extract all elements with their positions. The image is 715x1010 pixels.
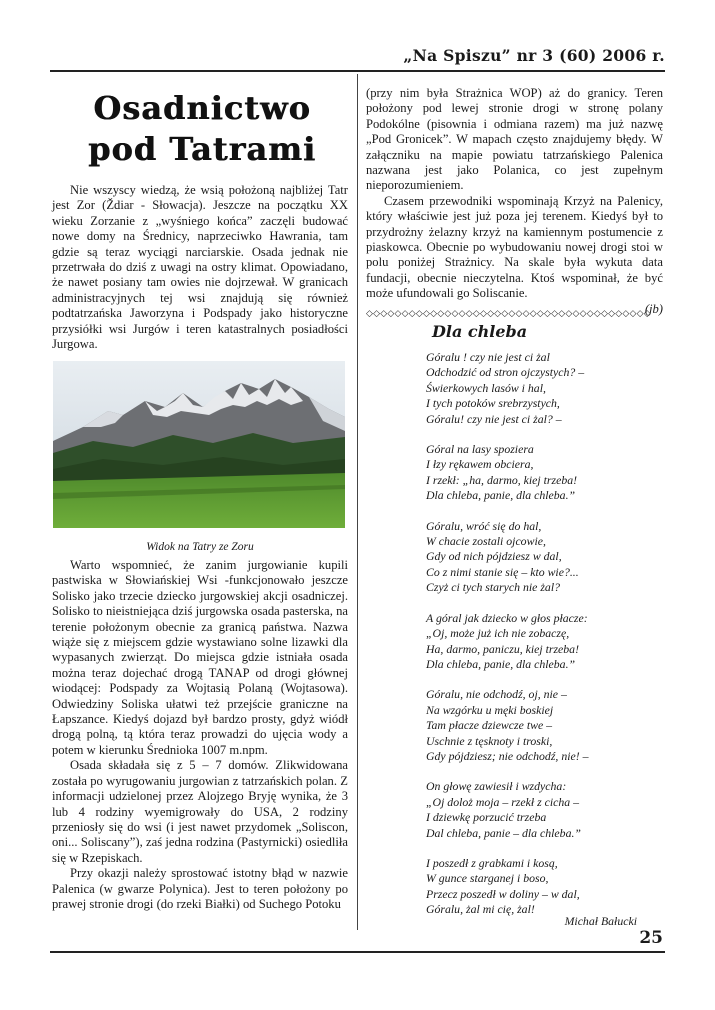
paragraph: (przy nim była Strażnica WOP) aż do granicy. Teren położony pod lewej stronie drogi w stronę polany Podokólne (pisownia i odmiana razem) ma już nazwę „Pod Gronicek”. W mapach często znajdujemy błędy. W załączniku na mapie powiatu tatrzańskiego Palenica nazwana jest jako Polanica, co jest zupełnym nieporozumieniem. [366,86,663,193]
poem-stanza [426,611,666,673]
poem-stanza [426,687,666,764]
poem-body [426,350,666,933]
poem-line: Czyż ci tych starych nie żal? [426,580,560,595]
poem-line: „Oj doloż moja – rzekł z cicha – [426,794,580,809]
article-text-left-top [52,183,348,352]
poem-line: Góralu, wróć się do hal, [426,518,542,533]
poem-line: Dla chleba, panie, dla chleba.” [426,656,576,671]
poem-line: Tam płacze dziewcze twe – [426,718,553,733]
header-rule [50,70,665,72]
page-number: 25 [639,928,663,948]
poem-line: Góral na lasy spoziera [426,442,534,457]
poem-line: Góralu! czy nie jest ci żal? – [426,411,562,426]
photo-caption: Widok na Tatry ze Zoru [146,541,254,553]
poem-line: Na wzgórku u męki boskiej [426,702,554,717]
poem-title: Dla chleba [432,322,528,341]
paragraph: Czasem przewodniki wspominają Krzyż na Palenicy, który właściwie jest już poza jej terenem. Kiedyś był to przydrożny żelazny krzyż na kamiennym postumencie z piaskowca. Obecnie po wybudowaniu nowej drogi stoi w polu poniżej Strażnicy. Na skale była wykuta data fundacji, obecnie nieczytelna. Ktoś wspominał, że być może ufundowali go Soliscanie. [366,193,663,301]
poem-line: I poszedł z grabkami i kosą, [426,855,558,870]
publication-header: „Na Spiszu” nr 3 (60) 2006 r. [403,46,665,65]
poem-line: Góralu, nie odchodź, oj, nie – [426,687,567,702]
poem-line: Dal chleba, panie – dla chleba.” [426,825,581,840]
paragraph: Warto wspomnieć, że zanim jurgowianie kupili pastwiska w Słowiańskiej Wsi -funkcjonowało jeszcze Solisko jako trzecie dziecko jurgowskiej akcji osadniczej. Solisko to nieistniejąca dziś jurgowska osada pasterska, na terenie położonym obecnie za granicą państwa. Nazwa wiąże się z miejscem gdzie wystawiano solne lizawki dla wypasanych zwierząt. Do miejsca gdzie istniała osada można teraz dojechać drogą TANAP od drogi głównej wiodącej: Podspady za Wojtasią Polaną (Wojtasowa). Odwiedziny Soliska ułatwi też przejście graniczne na Łapszance. Kiedyś dojazd był bardzo prosty, gdyż wiódł drogą polną, tą która teraz prowadzi do ujęcia wody a potem w kierunku Średnioka 1007 m.npm. [52,558,348,757]
article-title-line-2: pod Tatrami [87,130,317,168]
poem-line: I dziewkę porzucić trzeba [426,810,547,825]
article-text-right [366,86,663,317]
article-title-line-1: Osadnictwo [93,89,311,127]
poem-line: Odchodzić od stron ojczystych? – [426,365,585,380]
poem-line: Gdy pójdziesz; nie odchodź, nie! – [426,748,589,763]
poem-line: On głowę zawiesił i wzdycha: [426,779,567,794]
column-divider [357,74,358,930]
poem-line: Góralu ! czy nie jest ci żal [426,350,550,364]
poem-stanza [426,856,666,918]
article-text-left-bottom [52,558,348,912]
poem-stanza [426,779,666,841]
poem-line: W chacie zostali ojcowie, [426,534,546,549]
poem-line: Góralu, żal mi cię, żal! [426,902,535,917]
poem-line: W gunce starganej i boso, [426,871,549,886]
poem-line: Przecz poszedł w doliny – w dal, [426,886,580,901]
poem-line: I rzekł: „ha, darmo, kiej trzeba! [426,472,578,487]
poem-line: Gdy od nich pójdziesz w dal, [426,549,562,564]
article-title [52,88,352,170]
poem-line: „Oj, może już ich nie zobaczę, [426,626,570,641]
poem-line: Dla chleba, panie, dla chleba.” [426,488,576,503]
tatra-mountains-photo [53,361,345,528]
poem-line: Ha, darmo, paniczu, kiej trzeba! [426,641,580,656]
author-signature: (jb) [644,301,663,316]
poem-line: Świerkowych lasów i hal, [426,380,546,395]
footer-rule [50,951,665,953]
poem-stanza [426,442,666,504]
ornamental-separator: ◇◇◇◇◇◇◇◇◇◇◇◇◇◇◇◇◇◇◇◇◇◇◇◇◇◇◇◇◇◇◇◇◇◇◇◇◇◇◇◇ [366,308,651,318]
poem-line: I tych potoków srebrzystych, [426,396,560,411]
poem-line: Co z nimi stanie się – kto wie?... [426,564,579,579]
paragraph: Przy okazji należy sprostować istotny błąd w nazwie Palenica (w gwarze Polynica). Jest to teren położony po prawej stronie drogi (do rzeki Białki) od Suchego Potoku [52,866,348,911]
poem-line: Uschnie z tęsknoty i troski, [426,733,553,748]
poem-stanza [426,519,666,596]
poem-stanza [426,350,666,427]
poem-author: Michał Bałucki [564,914,637,928]
poem-line: A góral jak dziecko w głos płacze: [426,610,588,625]
paragraph: Osada składała się z 5 – 7 domów. Zlikwidowana została po wyrugowaniu jurgowian z tatrzańskich polan. Z informacji udzielonej przez Alojzego Bryję wynika, że 3 lub 4 rodziny wyemigrowały do USA, 2 rodziny przeniosły się do wsi (i jest nawet przydomek „Soliscon, oni... Soliscany”), zaś jedna rodzina (Pastyrnicki) osiedliła się w Rzepiskach. [52,758,348,865]
paragraph: Nie wszyscy wiedzą, że wsią położoną najbliżej Tatr jest Zor (Ždiar - Słowacja). Jeszcze na początku XX wieku Zorzanie z „wyśniego końca” zaczęli budować nowe domy na Średnicy, naprzeciwko Hawrania, tam gdzie są teraz wyciągi narciarskie. Osada jednak nie przetrwała do dziś z uwagi na ostry klimat. Opowiadano, że nawet posiany tam owies nie dojrzewał. W granicach administracyjnych tej wsi znajdują się również podtatrzańska Jaworzyna i Podspady jako historyczne przysiółki wsi Jurgów i teren katastralnych posiadłości Jurgowa. [52,183,348,352]
poem-line: I łzy rękawem obciera, [426,457,534,472]
